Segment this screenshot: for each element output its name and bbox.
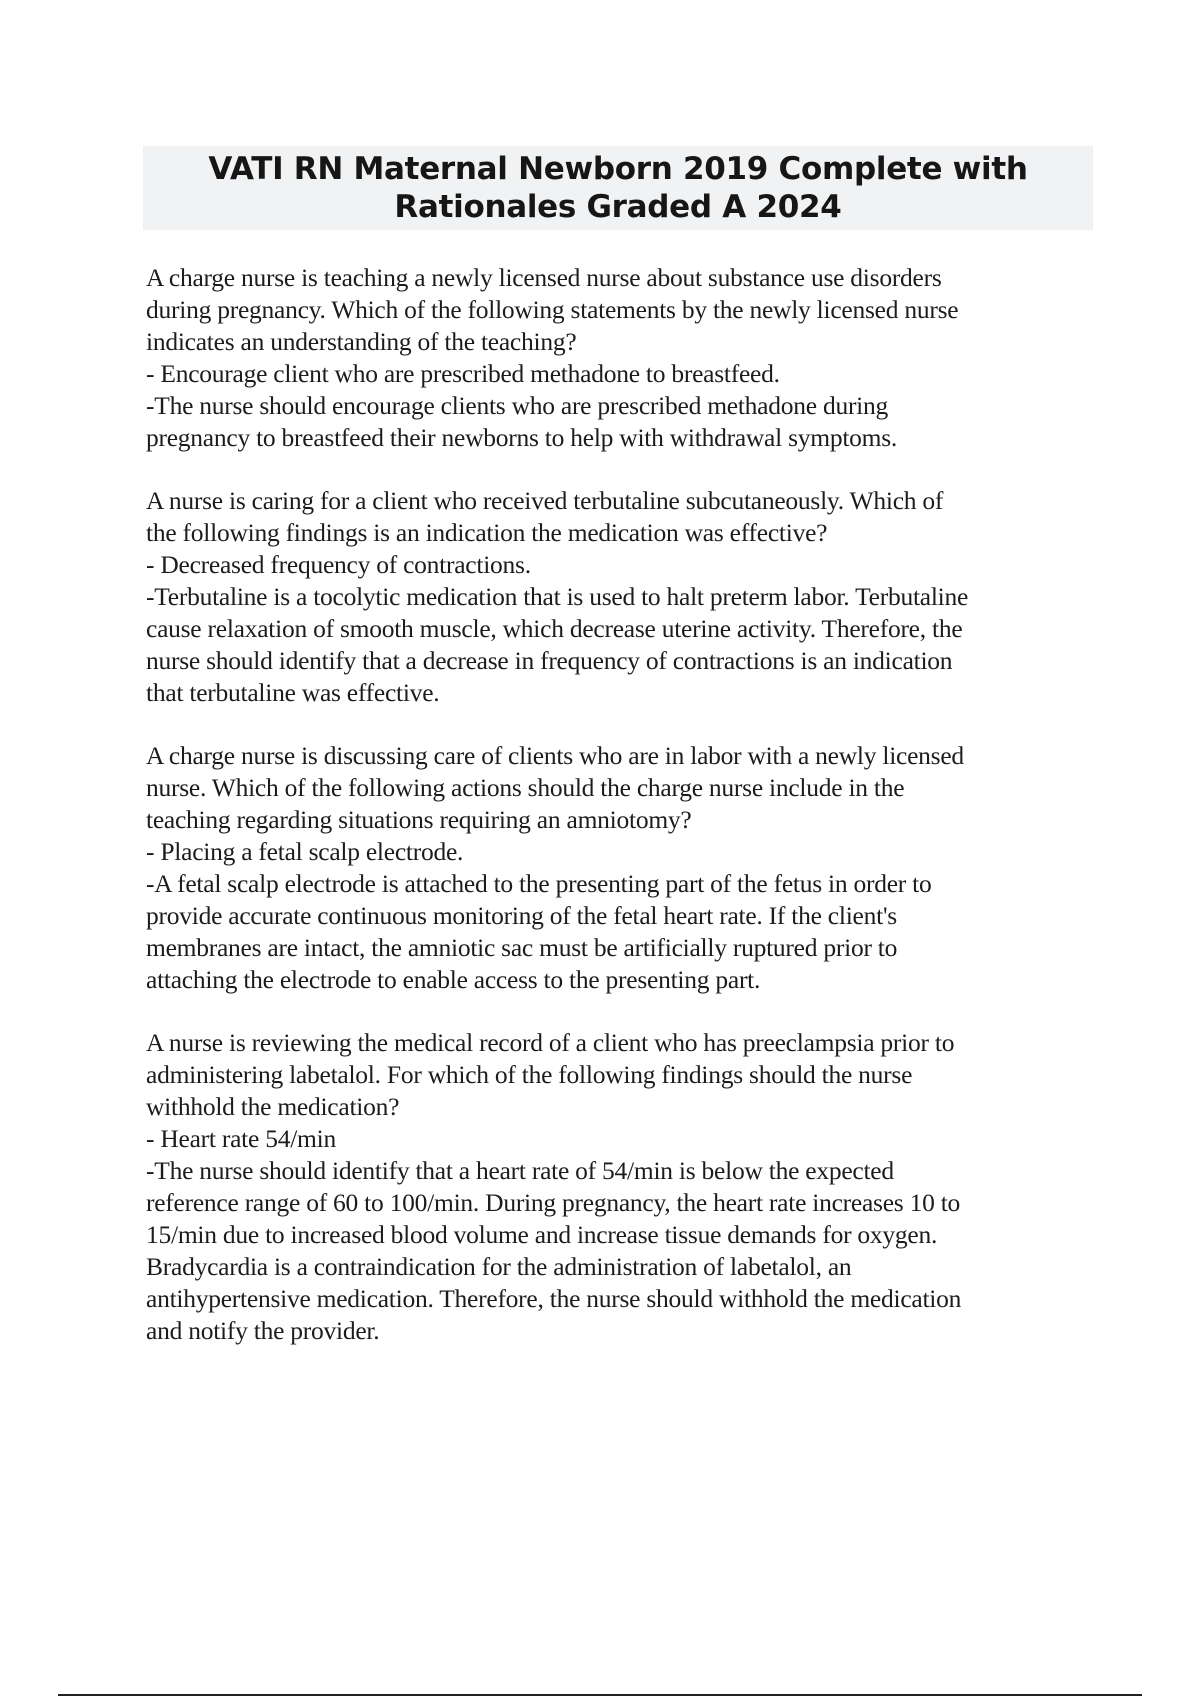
question-2-line-1: A nurse is caring for a client who received terbutaline subcutaneously. Which of (146, 486, 944, 515)
question-block-1 (146, 262, 1096, 454)
question-3-rationale-line-1: -A fetal scalp electrode is attached to the presenting part of the fetus in order to (146, 869, 932, 898)
question-4-rationale-line-6: and notify the provider. (146, 1316, 380, 1345)
question-2-rationale-line-3: nurse should identify that a decrease in frequency of contractions is an indication (146, 646, 953, 675)
question-3-rationale-line-2: provide accurate continuous monitoring of the fetal heart rate. If the client's (146, 901, 897, 930)
question-1-answer: - Encourage client who are prescribed methadone to breastfeed. (146, 359, 780, 388)
question-4-rationale-line-4: Bradycardia is a contraindication for the administration of labetalol, an (146, 1252, 852, 1281)
page-bottom-divider (58, 1694, 1142, 1696)
question-1-line-2: during pregnancy. Which of the following statements by the newly licensed nurse (146, 295, 959, 324)
question-4-rationale-line-2: reference range of 60 to 100/min. During pregnancy, the heart rate increases 10 to (146, 1188, 961, 1217)
question-2-rationale-line-4: that terbutaline was effective. (146, 678, 440, 707)
question-1-line-1: A charge nurse is teaching a newly licensed nurse about substance use disorders (146, 263, 942, 292)
question-4-answer: - Heart rate 54/min (146, 1124, 336, 1153)
question-4-line-1: A nurse is reviewing the medical record of a client who has preeclampsia prior to (146, 1028, 955, 1057)
question-block-3 (146, 740, 1096, 996)
question-3-rationale-line-3: membranes are intact, the amniotic sac must be artificially ruptured prior to (146, 933, 898, 962)
question-block-4 (146, 1027, 1096, 1347)
question-1-line-3: indicates an understanding of the teaching? (146, 327, 577, 356)
question-4-rationale-line-3: 15/min due to increased blood volume and increase tissue demands for oxygen. (146, 1220, 938, 1249)
question-2-rationale-line-1: -Terbutaline is a tocolytic medication that is used to halt preterm labor. Terbutaline (146, 582, 969, 611)
question-1-rationale-line-2: pregnancy to breastfeed their newborns to help with withdrawal symptoms. (146, 423, 898, 452)
title-line-2: Rationales Graded A 2024 (394, 189, 842, 225)
question-1-rationale-line-1: -The nurse should encourage clients who are prescribed methadone during (146, 391, 889, 420)
question-3-answer: - Placing a fetal scalp electrode. (146, 837, 464, 866)
question-block-2 (146, 485, 1096, 709)
question-3-line-2: nurse. Which of the following actions should the charge nurse include in the (146, 773, 905, 802)
question-4-line-3: withhold the medication? (146, 1092, 400, 1121)
question-3-rationale-line-4: attaching the electrode to enable access to the presenting part. (146, 965, 761, 994)
question-4-rationale-line-5: antihypertensive medication. Therefore, the nurse should withhold the medication (146, 1284, 962, 1313)
question-4-rationale-line-1: -The nurse should identify that a heart rate of 54/min is below the expected (146, 1156, 894, 1185)
question-2-line-2: the following findings is an indication the medication was effective? (146, 518, 828, 547)
question-3-line-1: A charge nurse is discussing care of clients who are in labor with a newly licensed (146, 741, 964, 770)
question-2-rationale-line-2: cause relaxation of smooth muscle, which decrease uterine activity. Therefore, the (146, 614, 963, 643)
question-3-line-3: teaching regarding situations requiring an amniotomy? (146, 805, 692, 834)
document-title (143, 146, 1093, 230)
document-body (146, 262, 1096, 1378)
question-4-line-2: administering labetalol. For which of the following findings should the nurse (146, 1060, 913, 1089)
title-line-1: VATI RN Maternal Newborn 2019 Complete with (208, 151, 1028, 187)
question-2-answer: - Decreased frequency of contractions. (146, 550, 531, 579)
